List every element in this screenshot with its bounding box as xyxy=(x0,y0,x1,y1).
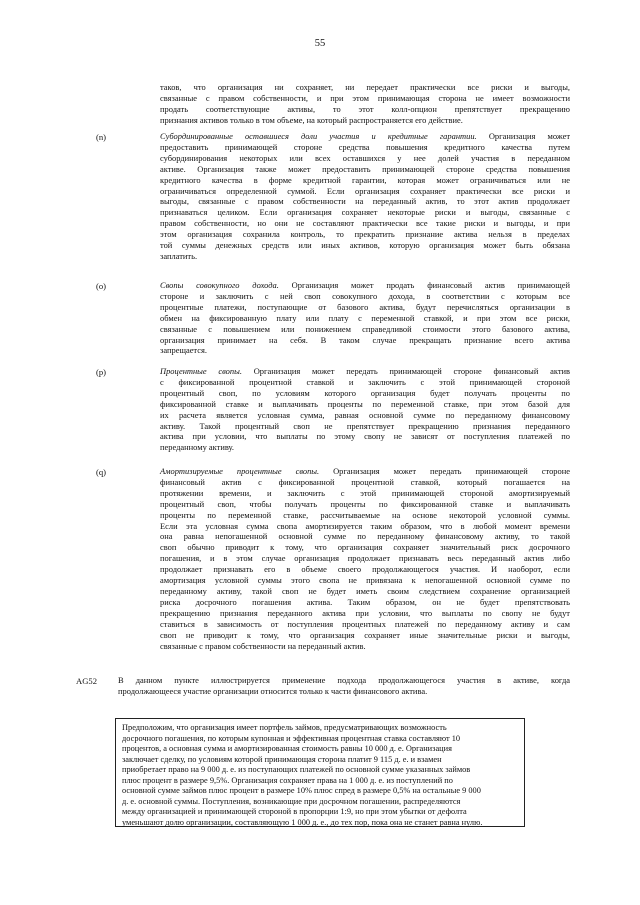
item-line: признаваться целиком. Если организация сохраняет некоторые риски и выгоды, связанные с xyxy=(160,207,570,218)
item-line: проценты по переменной ставке, рассчитываемые на основе некоторой условной суммы. xyxy=(160,509,570,520)
item-paragraph-q xyxy=(160,466,570,651)
item-line: прекращению признания переданного актива при условии, что выплаты по свопу не будут xyxy=(160,607,570,618)
ag52-line: В данном пункте иллюстрируется применение подхода продолжающегося участия в активе, когда xyxy=(118,675,570,685)
item-line xyxy=(160,280,570,291)
example-line: плюс процент в размере 9,5%. Организация сохраняет права на 1 000 д. е. из поступлений по xyxy=(122,775,453,785)
example-paragraph xyxy=(122,723,522,828)
item-line: процентный своп, чтобы получать проценты по фиксированной ставке и выплачивать xyxy=(160,498,570,509)
intro-line: признания активов только в том объеме, на который распространяется его действие. xyxy=(160,114,463,125)
item-line: связанные с повышением или понижением справедливой стоимости этого базового актива, xyxy=(160,323,570,334)
ag52-marker: AG52 xyxy=(76,676,98,686)
item-line xyxy=(160,466,570,477)
item-line: обмен на фиксированную плату или плату с переменной ставкой, и при этом все риски, xyxy=(160,312,570,323)
item-title: Свопы совокупного дохода. xyxy=(160,280,279,290)
item-paragraph-n xyxy=(160,131,570,262)
item-text: Организация может продать финансовый актив принимающей xyxy=(291,280,570,290)
intro-line: таков, что организация ни сохраняет, ни передает практически все риски и выгоды, xyxy=(160,82,570,92)
item-text: Организация может передать принимающей стороне финансовый актив xyxy=(253,366,571,376)
item-marker-p: (p) xyxy=(96,367,107,377)
item-line: финансовый актив с фиксированной процентной ставкой, который погашается на xyxy=(160,476,570,487)
item-line: Если эта условная сумма свопа амортизируется таким образом, что в любой момент времени xyxy=(160,520,570,531)
item-line: запрещается. xyxy=(160,345,207,356)
item-line: активу. Такой процентный своп не препятствует прекращению признания переданного xyxy=(160,420,570,431)
item-title: Субординированные оставшиеся доли участия и кредитные гарантии. xyxy=(160,131,477,141)
example-line: д. е. основной суммы. Поступления, возникающие при досрочном погашении, распределяются xyxy=(122,796,461,806)
example-line: Предположим, что организация имеет портфель займов, предусматривающих возможность xyxy=(122,723,447,732)
item-paragraph-p xyxy=(160,366,570,453)
item-line: с фиксированной процентной ставкой и заключить с этой принимающей стороной xyxy=(160,376,570,387)
item-line: переданному активу, такой своп не будет иметь своим следствием сохранение организацией xyxy=(160,585,570,596)
example-line: досрочного погашения, по которым купонная и эффективная процентная ставка составляют 10 xyxy=(122,733,461,743)
item-line: стороне и заключить с ней своп совокупного дохода, в соответствии с которым все xyxy=(160,290,570,301)
intro-paragraph xyxy=(160,82,570,126)
item-line: амортизация условной суммы этого свопа не привязана к непогашенной основной сумме по xyxy=(160,575,570,586)
ag52-paragraph xyxy=(118,675,570,697)
item-line: правом собственности, но они не составляют практически все такие риски и выгоды, и при xyxy=(160,218,570,229)
item-paragraph-o xyxy=(160,280,570,356)
item-line: выгоды, связанные с правом собственности на переданный актив, то этот актив продолжает xyxy=(160,196,570,207)
item-line xyxy=(160,131,570,142)
item-line: субординирования некоторых или всех оставшихся у нее долей участия в переданном xyxy=(160,152,570,163)
item-line: организация принимает на себя. В таком случае прекращать признание всего актива xyxy=(160,334,570,345)
item-line: фиксированной ставке и выплачивать проценты по переменной ставке, при этом базой для xyxy=(160,398,570,409)
item-line: кредитного качества в форме кредитной гарантии, которая может ограничиваться или не xyxy=(160,174,570,185)
item-text: Организация может xyxy=(488,131,571,141)
item-line: протяжении времени, и заключить с этой принимающей стороной амортизируемый xyxy=(160,487,570,498)
example-line: заключает сделку, по условиям которой принимающая сторона платит 9 115 д. е. и взамен xyxy=(122,754,442,764)
intro-line: продать соответствующие активы, то этот колл-опцион препятствует прекращению xyxy=(160,103,570,114)
item-title: Процентные свопы. xyxy=(160,366,242,376)
item-marker-o: (o) xyxy=(96,281,107,291)
item-text: Организация может передать принимающей стороне xyxy=(333,466,571,476)
item-line: переданному активу. xyxy=(160,442,235,453)
item-line: погашения, и в этом случае организация продолжает признавать весь переданный актив либо xyxy=(160,553,570,564)
example-box xyxy=(115,718,525,827)
example-line: между организацией и принимающей стороной в пропорции 1:9, но при этом убытки от дефолта xyxy=(122,807,467,817)
example-line: основной сумме займов плюс процент в размере 10% плюс спред в размере 0,5% на остальные 9 000 xyxy=(122,786,481,796)
item-line: продолжает признавать его в объеме своего продолжающегося участия. И наоборот, если xyxy=(160,564,570,575)
item-line: своп обычно приводит к тому, что организация сохраняет значительный риск досрочного xyxy=(160,542,570,553)
item-line xyxy=(160,366,570,377)
item-line: риска досрочного погашения актива. Таким образом, он не будет препятствовать xyxy=(160,596,570,607)
item-line: этом организация сохранила контроль, то прекратить признание актива нельзя в пределах xyxy=(160,229,570,240)
item-line: предоставить принимающей стороне средства повышения кредитного качества путем xyxy=(160,141,570,152)
item-line: ограничиваться определенной суммой. Если организация сохраняет практически все риски и xyxy=(160,185,570,196)
example-line: приобретает право на 9 000 д. е. из поступающих платежей по основной сумме указанных займов xyxy=(122,765,471,775)
example-line: уменьшают долю организации, составляющую 1 000 д. е., до тех пор, пока она не станет равна нулю. xyxy=(122,817,483,827)
item-title: Амортизируемые процентные свопы. xyxy=(160,466,320,476)
item-line: процентные платежи, поступающие от базового актива, будут перечисляться организации в xyxy=(160,301,570,312)
item-marker-n: (n) xyxy=(96,132,107,142)
item-line: активе. Организация также может предоставить принимающей стороне средства повышения xyxy=(160,163,570,174)
example-line: процентов, а основная сумма и амортизированная стоимость равны 10 000 д. е. Организация xyxy=(122,744,452,754)
item-line: той суммы денежных средств или иных активов, которую организация может быть обязана xyxy=(160,240,570,251)
page-number: 55 xyxy=(314,38,326,49)
item-line: заплатить. xyxy=(160,250,198,261)
intro-line: связанные с правом собственности, и при этом принимающая сторона не имеет возможности xyxy=(160,92,570,103)
item-line: она равна непогашенной основной сумме по переданному финансовому активу, то такой xyxy=(160,531,570,542)
item-line: их расчета является условная сумма, равная основной сумме по переданному финансовому xyxy=(160,409,570,420)
item-line: ставиться в зависимость от поступления процентных платежей по переданному активу и сам xyxy=(160,618,570,629)
item-marker-q: (q) xyxy=(96,467,107,477)
item-line: своп не приводит к тому, что организация сохраняет иные значительные риски и выгоды, xyxy=(160,629,570,640)
item-line: актива при условии, что выплаты по этому свопу не зависят от поступления платежей по xyxy=(160,431,570,442)
item-line: связанные с правом собственности на переданный актив. xyxy=(160,640,366,651)
item-line: процентный своп, по условиям которого организация будет получать проценты по xyxy=(160,387,570,398)
ag52-line: продолжающееся участие организации относится только к части финансового актива. xyxy=(118,685,428,696)
